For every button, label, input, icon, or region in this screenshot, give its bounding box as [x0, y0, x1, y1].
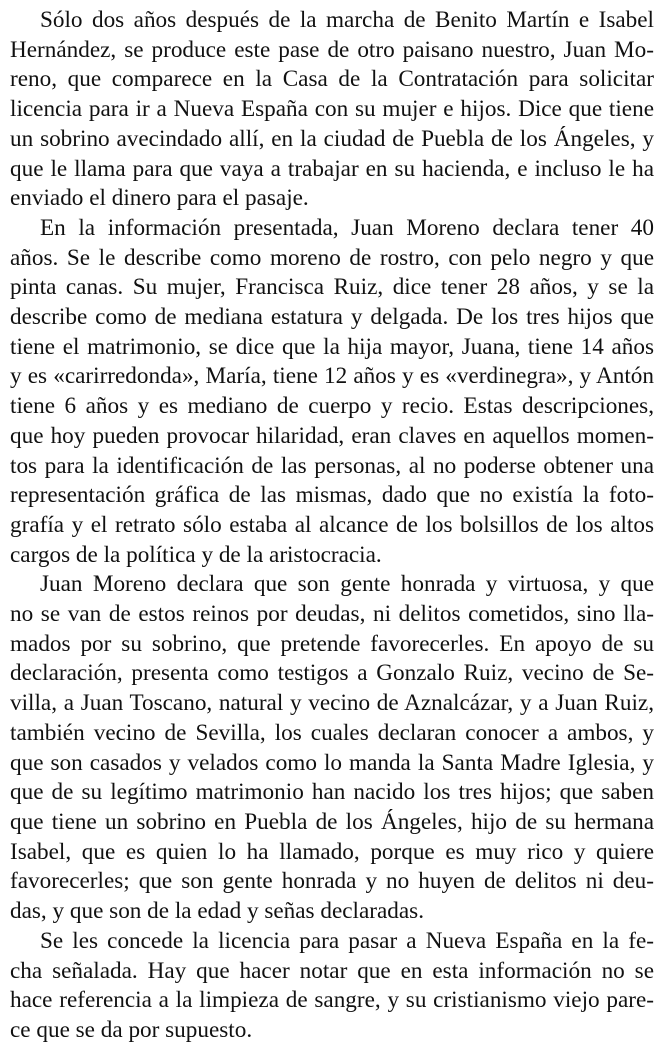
text-line: villa, a Juan Toscano, natural y vecino de Aznalcázar, y a Juan Ruiz, — [10, 690, 654, 717]
document-page — [10, 6, 654, 1046]
text-line: tos para la identificación de las personas, al no poderse obtener una — [10, 452, 654, 479]
text-line: hace referencia a la limpieza de sangre, y su cristianismo viejo pare- — [10, 987, 654, 1014]
text-line: cha señalada. Hay que hacer notar que en esta información no se — [10, 957, 654, 984]
text-line: declaración, presenta como testigos a Gonzalo Ruiz, vecino de Se- — [10, 660, 654, 687]
text-line: grafía y el retrato sólo estaba al alcance de los bolsillos de los altos — [10, 511, 654, 538]
text-line: pinta canas. Su mujer, Francisca Ruiz, dice tener 28 años, y se la — [10, 274, 654, 301]
text-line: que tiene un sobrino en Puebla de los Ángeles, hijo de su hermana — [10, 808, 654, 835]
paragraph-2 — [10, 214, 654, 570]
text-line: que le llama para que vaya a trabajar en su hacienda, e incluso le ha — [10, 155, 654, 182]
paragraph-4 — [10, 927, 654, 1046]
text-line: que de su legítimo matrimonio han nacido los tres hijos; que saben — [10, 779, 654, 806]
paragraph-3 — [10, 570, 654, 926]
text-line: describe como de mediana estatura y delgada. De los tres hijos que — [10, 304, 654, 331]
text-line: tiene 6 años y es mediano de cuerpo y recio. Estas descripciones, — [10, 393, 654, 420]
text-line: Se les concede la licencia para pasar a Nueva España en la fe- — [40, 927, 654, 954]
text-line: cargos de la política y de la aristocracia. — [10, 541, 382, 568]
text-line: favorecerles; que son gente honrada y no huyen de delitos ni deu- — [10, 868, 654, 895]
text-line: enviado el dinero para el pasaje. — [10, 185, 309, 212]
text-line: que son casados y velados como lo manda la Santa Madre Iglesia, y — [10, 749, 654, 776]
text-line: tiene el matrimonio, se dice que la hija mayor, Juana, tiene 14 años — [10, 333, 654, 360]
text-line: Sólo dos años después de la marcha de Benito Martín e Isabel — [40, 7, 654, 33]
text-line: Isabel, que es quien lo ha llamado, porque es muy rico y quiere — [10, 838, 654, 865]
text-line: mados por su sobrino, que pretende favorecerles. En apoyo de su — [10, 630, 654, 657]
text-line: das, y que son de la edad y señas declaradas. — [10, 898, 425, 925]
text-line: también vecino de Sevilla, los cuales declaran conocer a ambos, y — [10, 719, 654, 746]
paragraph-1 — [10, 6, 654, 214]
text-line: En la información presentada, Juan Moreno declara tener 40 — [40, 214, 654, 241]
text-line: años. Se le describe como moreno de rostro, con pelo negro y que — [10, 244, 654, 271]
text-line: un sobrino avecindado allí, en la ciudad de Puebla de los Ángeles, y — [10, 125, 654, 152]
text-line: representación gráfica de las mismas, dado que no existía la foto- — [10, 482, 654, 509]
text-line: Hernández, se produce este pase de otro paisano nuestro, Juan Mo- — [10, 36, 654, 63]
text-line: y es «carirredonda», María, tiene 12 años y es «verdinegra», y Antón — [10, 363, 654, 390]
text-line: licencia para ir a Nueva España con su mujer e hijos. Dice que tiene — [10, 96, 654, 123]
text-line: ce que se da por supuesto. — [10, 1016, 253, 1043]
text-line: Juan Moreno declara que son gente honrada y virtuosa, y que — [40, 571, 654, 598]
text-line: no se van de estos reinos por deudas, ni delitos cometidos, sino lla- — [10, 601, 654, 628]
text-line: que hoy pueden provocar hilaridad, eran claves en aquellos momen- — [10, 422, 654, 449]
text-line: reno, que comparece en la Casa de la Contratación para solicitar — [10, 66, 654, 93]
